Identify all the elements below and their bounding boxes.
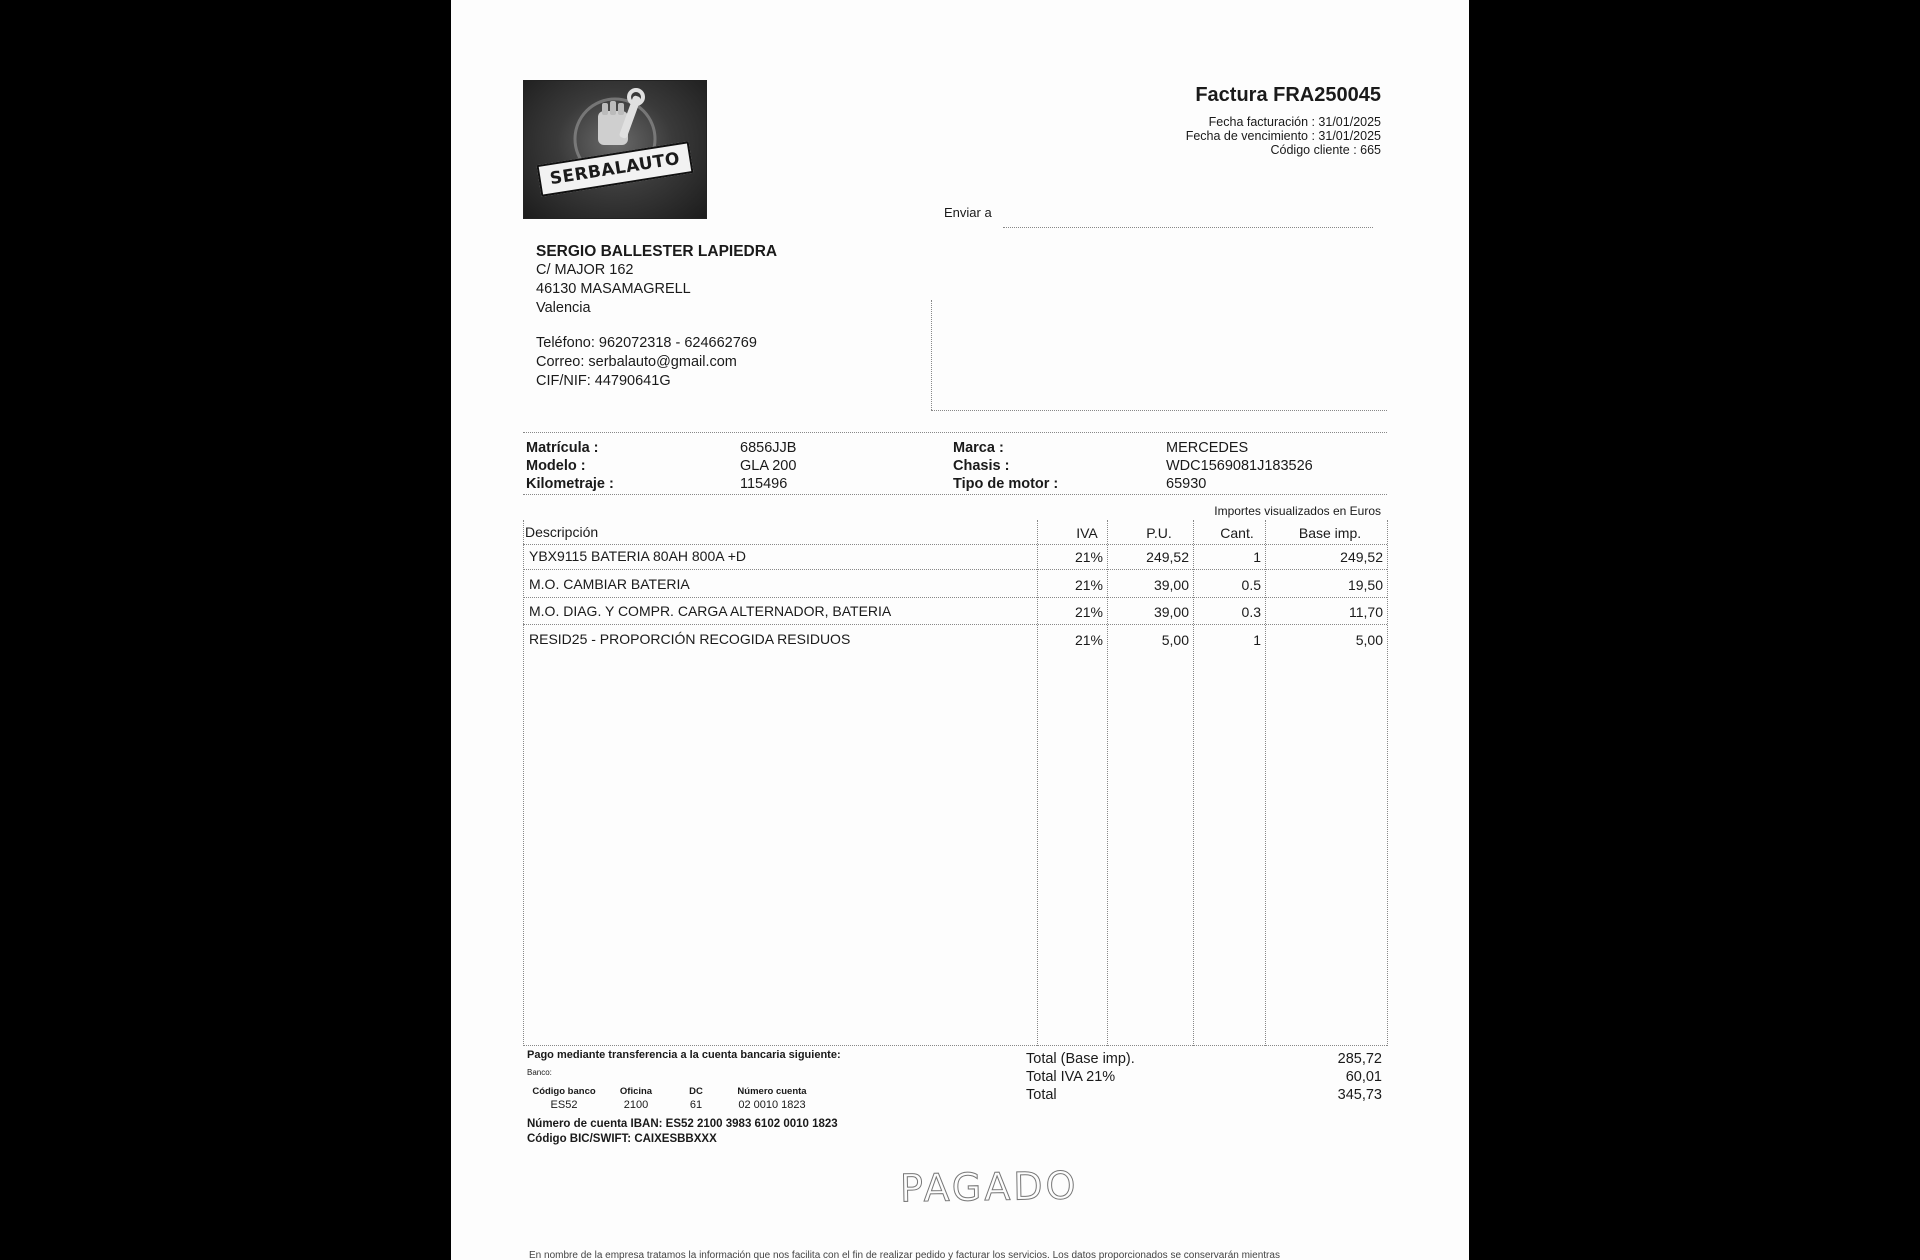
company-contact (536, 334, 757, 391)
bank-code-header: Código banco (532, 1086, 596, 1097)
ship-to-label: Enviar a (944, 205, 992, 220)
brand-value: MERCEDES (1166, 440, 1249, 456)
col-sep-0 (523, 520, 524, 1046)
currency-note: Importes visualizados en Euros (1214, 504, 1381, 518)
dc-value: 61 (689, 1099, 703, 1111)
company-address (536, 242, 777, 318)
col-sep-2 (1107, 520, 1108, 1046)
row-quantity: 1 (1253, 549, 1261, 565)
engine-value: 65930 (1166, 476, 1207, 492)
vehicle-bottom-line (523, 494, 1387, 495)
row-iva: 21% (1074, 577, 1103, 593)
table-bottom-line (523, 1045, 1387, 1046)
row-iva: 21% (1074, 549, 1103, 565)
privacy-footer: En nombre de la empresa tratamos la información que nos facilita con el fin de realizar pedido y facturar los servicios. Los datos proporcionados se conservarán mientras (529, 1250, 1280, 1260)
row-quantity: 1 (1253, 632, 1261, 648)
iban: Número de cuenta IBAN: ES52 2100 3983 6102 0010 1823 (527, 1118, 838, 1130)
row-base: 11,70 (1349, 604, 1383, 620)
col-description-header: Descripción (525, 524, 599, 540)
account-number-header: Número cuenta (737, 1086, 807, 1097)
total-label: Total (1026, 1087, 1057, 1103)
ship-to-border-bottom (931, 410, 1387, 411)
bic-swift: Código BIC/SWIFT: CAIXESBBXXX (527, 1133, 717, 1145)
invoice-title: Factura FRA250045 (1195, 84, 1381, 106)
ship-to-line (1003, 227, 1373, 228)
account-number-value: 02 0010 1823 (738, 1099, 806, 1111)
row-base: 5,00 (1355, 632, 1383, 648)
total-base-label: Total (Base imp). (1026, 1051, 1135, 1067)
row-iva: 21% (1074, 632, 1103, 648)
km-value: 115496 (740, 476, 788, 492)
row-base: 249,52 (1340, 549, 1383, 565)
office-header: Oficina (619, 1086, 653, 1097)
row-description: M.O. CAMBIAR BATERIA (529, 576, 690, 592)
engine-label: Tipo de motor : (953, 476, 1059, 492)
row-separator (523, 569, 1387, 570)
row-unit-price: 5,00 (1161, 632, 1189, 648)
row-separator (523, 624, 1387, 625)
office-value: 2100 (623, 1099, 649, 1111)
invoice-page (451, 0, 1469, 1260)
totals-labels (1026, 1050, 1135, 1104)
vehicle-values-right (1166, 439, 1313, 493)
bank-label: Banco: (527, 1068, 552, 1077)
row-quantity: 0.5 (1241, 577, 1261, 593)
company-cif: CIF/NIF: 44790641G (536, 373, 671, 389)
totals-values (1251, 1050, 1382, 1104)
total-value: 345,73 (1337, 1087, 1382, 1103)
row-iva: 21% (1074, 604, 1103, 620)
km-label: Kilometraje : (526, 476, 614, 492)
company-logo (523, 80, 707, 219)
bank-code-value: ES52 (550, 1099, 578, 1111)
company-city: 46130 MASAMAGRELL (536, 281, 691, 297)
vehicle-labels-right (953, 439, 1058, 493)
logo-wordmark: SERBALAUTO (536, 141, 693, 197)
col-iva-header: IVA (1076, 525, 1098, 541)
vehicle-top-line (523, 432, 1387, 433)
plate-label: Matrícula : (526, 440, 599, 456)
invoice-meta (1186, 115, 1381, 157)
col-sep-5 (1387, 520, 1388, 1046)
ship-to-border-left (931, 300, 932, 410)
table-header-line (523, 544, 1387, 545)
row-separator (523, 597, 1387, 598)
row-base: 19,50 (1347, 577, 1383, 593)
row-unit-price: 39,00 (1153, 604, 1189, 620)
client-code: Código cliente : 665 (1270, 143, 1381, 157)
model-value: GLA 200 (740, 458, 797, 474)
total-iva-value: 60,01 (1345, 1069, 1382, 1085)
col-sep-4 (1265, 520, 1266, 1046)
dc-header: DC (689, 1086, 703, 1097)
model-label: Modelo : (526, 458, 586, 474)
col-sep-1 (1037, 520, 1038, 1046)
due-date: Fecha de vencimiento : 31/01/2025 (1185, 129, 1381, 143)
brand-label: Marca : (953, 440, 1004, 456)
invoice-date: Fecha facturación : 31/01/2025 (1208, 115, 1381, 129)
company-phone: Teléfono: 962072318 - 624662769 (536, 335, 757, 351)
col-qty-header: Cant. (1220, 525, 1254, 541)
vehicle-labels-left (526, 439, 614, 493)
row-description: RESID25 - PROPORCIÓN RECOGIDA RESIDUOS (529, 631, 851, 647)
company-street: C/ MAJOR 162 (536, 262, 634, 278)
row-unit-price: 39,00 (1153, 577, 1189, 593)
row-description: YBX9115 BATERIA 80AH 800A +D (529, 548, 746, 564)
company-email: Correo: serbalauto@gmail.com (536, 354, 737, 370)
col-sep-3 (1193, 520, 1194, 1046)
vehicle-values-left (740, 439, 796, 493)
row-quantity: 0.3 (1241, 604, 1261, 620)
total-base-value: 285,72 (1337, 1051, 1382, 1067)
company-name: SERGIO BALLESTER LAPIEDRA (536, 243, 778, 260)
plate-value: 6856JJB (740, 440, 797, 456)
col-pu-header: P.U. (1146, 525, 1172, 541)
col-base-header: Base imp. (1298, 525, 1362, 541)
paid-stamp: PAGADO (899, 1163, 1079, 1211)
total-iva-label: Total IVA 21% (1026, 1069, 1116, 1085)
payment-title: Pago mediante transferencia a la cuenta bancaria siguiente: (527, 1049, 841, 1061)
row-description: M.O. DIAG. Y COMPR. CARGA ALTERNADOR, BATERIA (529, 603, 892, 619)
company-region: Valencia (536, 300, 591, 316)
chassis-value: WDC1569081J183526 (1166, 458, 1313, 474)
chassis-label: Chasis : (953, 458, 1010, 474)
row-unit-price: 249,52 (1146, 549, 1189, 565)
